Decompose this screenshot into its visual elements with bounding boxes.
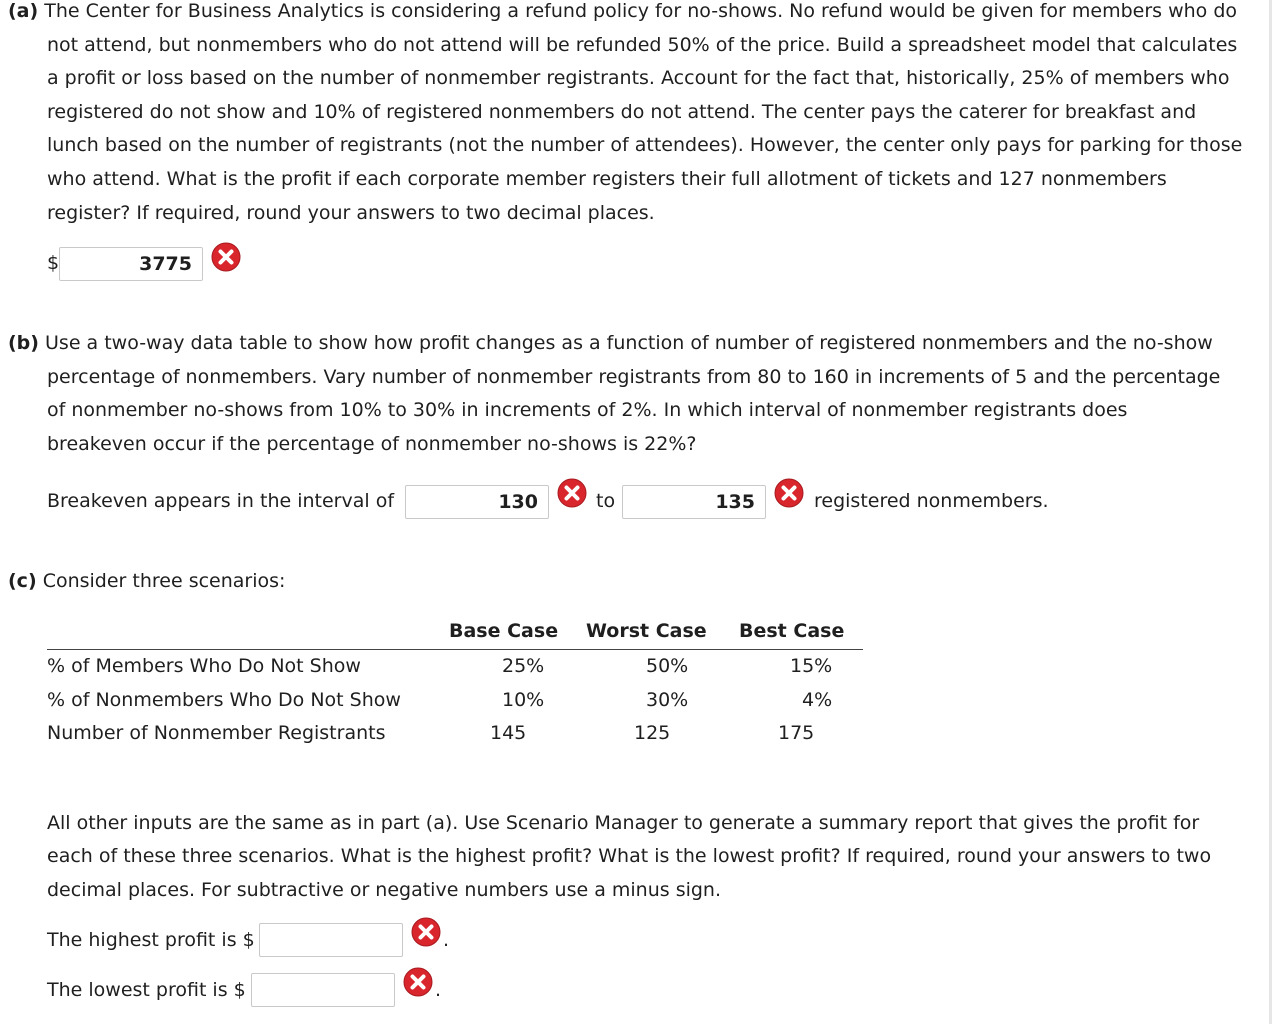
interval-low-input[interactable]: 130 (405, 485, 549, 519)
part-a-line-2: not attend, but nonmembers who do not attend will be refunded 50% of the price. Build a spreadsheet model that calculates (47, 34, 1238, 56)
incorrect-x-icon (403, 967, 433, 997)
cell-base: 145 (490, 722, 527, 744)
to-word: to (596, 490, 616, 512)
lowest-period: . (435, 979, 442, 1001)
part-a-text-1: The Center for Business Analytics is considering a refund policy for no-shows. No refund would be given for members who do (44, 0, 1238, 22)
incorrect-x-icon (557, 478, 587, 508)
part-a-label: (a) (8, 0, 39, 22)
part-a-answer-input[interactable]: 3775 (59, 247, 203, 281)
cell-base: 10% (502, 689, 545, 711)
incorrect-x-icon (411, 917, 441, 947)
part-b-line-1 (8, 332, 1213, 354)
part-a-line-4: registered do not show and 10% of registered nonmembers do not attend. The center pays the caterer for breakfast and (47, 101, 1197, 123)
cell-worst: 125 (634, 722, 671, 744)
part-c-label: (c) (8, 570, 37, 592)
part-b-line-2: percentage of nonmembers. Vary number of nonmember registrants from 80 to 160 in increments of 5 and the percentage (47, 366, 1221, 388)
part-b-text-1: Use a two-way data table to show how profit changes as a function of number of registered nonmembers and the no-show (45, 332, 1213, 354)
cell-base: 25% (502, 655, 545, 677)
cell-best: 15% (790, 655, 833, 677)
highest-profit-label: The highest profit is $ (47, 929, 255, 951)
table-header-rule (47, 649, 863, 650)
part-a-line-1 (8, 0, 1237, 22)
cell-worst: 30% (646, 689, 689, 711)
incorrect-x-icon (774, 478, 804, 508)
incorrect-x-icon (211, 242, 241, 272)
col-header-base-case: Base Case (449, 620, 559, 642)
highest-period: . (443, 929, 450, 951)
part-c-line-2: each of these three scenarios. What is the highest profit? What is the lowest profit? If required, round your answers to two (47, 845, 1212, 867)
part-c-intro: Consider three scenarios: (42, 570, 286, 592)
part-c-line-1: All other inputs are the same as in part (a). Use Scenario Manager to generate a summary report that gives the profit for (47, 812, 1200, 834)
interval-high-input[interactable]: 135 (622, 485, 766, 519)
lowest-profit-input[interactable] (251, 973, 395, 1007)
part-b-label: (b) (8, 332, 39, 354)
row-label: % of Nonmembers Who Do Not Show (47, 689, 401, 711)
part-a-line-5: lunch based on the number of registrants (not the number of attendees). However, the center only pays for parking for those (47, 134, 1243, 156)
highest-profit-input[interactable] (259, 923, 403, 957)
part-b-line-3: of nonmember no-shows from 10% to 30% in increments of 2%. In which interval of nonmember registrants does (47, 399, 1128, 421)
part-a-line-6: who attend. What is the profit if each corporate member registers their full allotment of tickets and 127 nonmembers (47, 168, 1167, 190)
part-a-currency: $ (47, 252, 60, 274)
lowest-profit-label: The lowest profit is $ (47, 979, 246, 1001)
breakeven-suffix: registered nonmembers. (814, 490, 1049, 512)
cell-worst: 50% (646, 655, 689, 677)
part-a-line-7: register? If required, round your answers to two decimal places. (47, 202, 655, 224)
col-header-worst-case: Worst Case (586, 620, 707, 642)
cell-best: 4% (802, 689, 833, 711)
cell-best: 175 (778, 722, 815, 744)
part-c-line-3: decimal places. For subtractive or negative numbers use a minus sign. (47, 879, 722, 901)
part-a-line-3: a profit or loss based on the number of nonmember registrants. Account for the fact that, historically, 25% of members who (47, 67, 1230, 89)
part-c-intro-line (8, 570, 285, 592)
row-label: % of Members Who Do Not Show (47, 655, 361, 677)
row-label: Number of Nonmember Registrants (47, 722, 386, 744)
breakeven-prefix: Breakeven appears in the interval of (47, 490, 395, 512)
part-b-line-4: breakeven occur if the percentage of nonmember no-shows is 22%? (47, 433, 697, 455)
col-header-best-case: Best Case (739, 620, 845, 642)
